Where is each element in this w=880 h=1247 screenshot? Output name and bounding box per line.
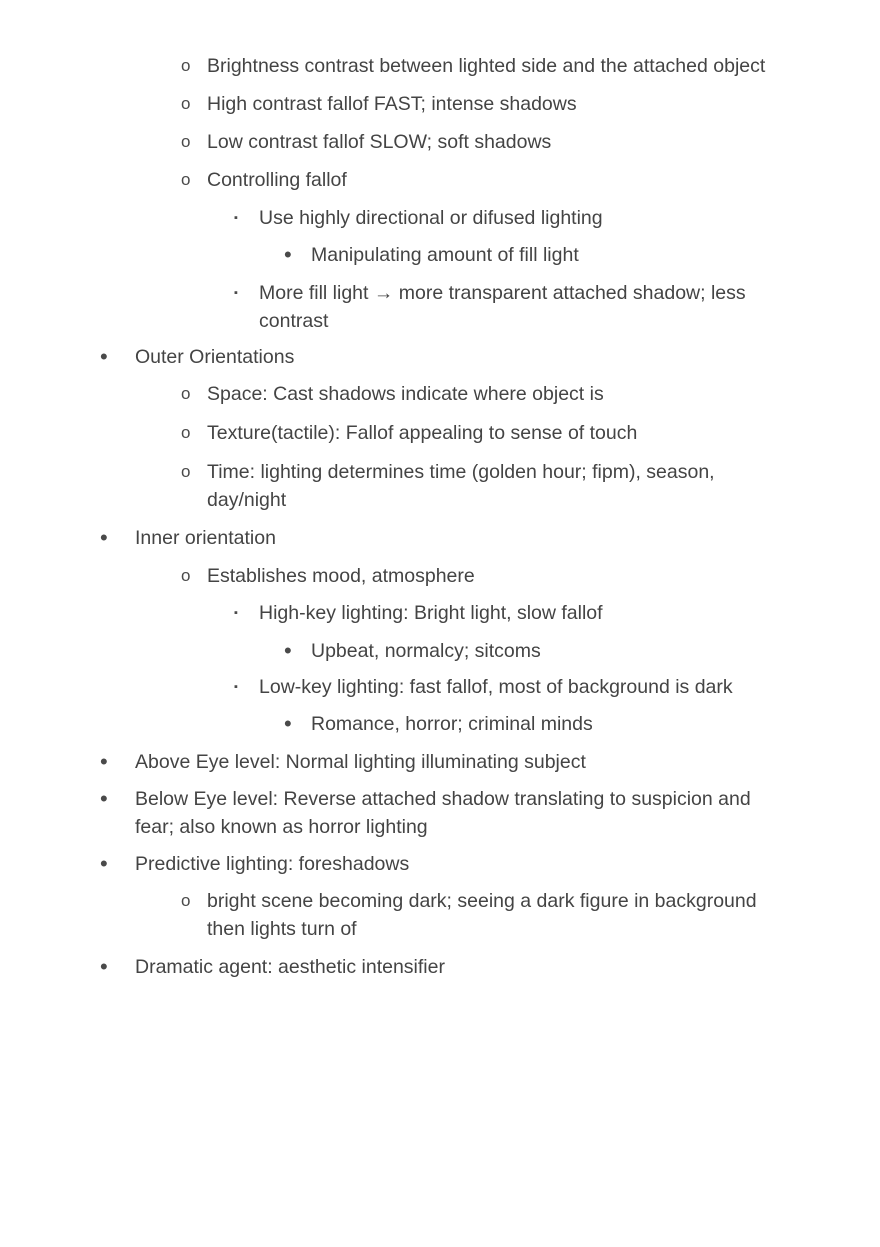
list-item-text: Below Eye level: Reverse attached shadow translating to suspicion and fear; also known as horror lighting (135, 788, 751, 838)
list-item-text: Establishes mood, atmosphere (207, 565, 475, 587)
hollow-bullet-icon: o (181, 56, 191, 75)
list-item-text: bright scene becoming dark; seeing a dark figure in background then lights turn of (207, 890, 757, 940)
filled-bullet-icon: • (100, 525, 108, 550)
list-item-text: Texture(tactile): Fallof appealing to sense of touch (207, 422, 638, 444)
list-item-text: Romance, horror; criminal minds (311, 713, 593, 735)
hollow-bullet-icon: o (181, 423, 191, 442)
list-item-text: High-key lighting: Bright light, slow fallof (259, 602, 603, 624)
list-item-text: Low contrast fallof SLOW; soft shadows (207, 131, 552, 153)
filled-bullet-icon: • (284, 242, 292, 267)
hollow-bullet-icon: o (181, 384, 191, 403)
list-item-text: Low-key lighting: fast fallof, most of background is dark (259, 676, 733, 698)
list-item-text: Controlling fallof (207, 169, 347, 191)
filled-bullet-icon: • (100, 344, 108, 369)
list-item-text: Space: Cast shadows indicate where object is (207, 383, 604, 405)
list-item-text: Brightness contrast between lighted side and the attached object (207, 55, 766, 77)
list-item-text: Manipulating amount of fill light (311, 244, 579, 266)
hollow-bullet-icon: o (181, 891, 191, 910)
hollow-bullet-icon: o (181, 170, 191, 189)
filled-bullet-icon: • (100, 954, 108, 979)
filled-bullet-icon: • (284, 638, 292, 663)
square-bullet-icon: ▪ (234, 212, 238, 224)
list-item-text: Upbeat, normalcy; sitcoms (311, 640, 541, 662)
list-item-text: Inner orientation (135, 527, 276, 549)
list-item-text: Predictive lighting: foreshadows (135, 853, 410, 875)
list-item-text: More fill light → more transparent attached shadow; less contrast (259, 282, 746, 332)
hollow-bullet-icon: o (181, 462, 191, 481)
list-item-text: High contrast fallof FAST; intense shadows (207, 93, 577, 115)
hollow-bullet-icon: o (181, 94, 191, 113)
square-bullet-icon: ▪ (234, 287, 238, 299)
list-item-text: Outer Orientations (135, 346, 295, 368)
hollow-bullet-icon: o (181, 132, 191, 151)
filled-bullet-icon: • (100, 851, 108, 876)
filled-bullet-icon: • (100, 786, 108, 811)
list-item-text: Above Eye level: Normal lighting illuminating subject (135, 751, 586, 773)
square-bullet-icon: ▪ (234, 681, 238, 693)
list-item-text: Use highly directional or difused lighting (259, 207, 603, 229)
list-item-text: Time: lighting determines time (golden hour; fipm), season, day/night (207, 461, 715, 511)
hollow-bullet-icon: o (181, 566, 191, 585)
filled-bullet-icon: • (100, 749, 108, 774)
square-bullet-icon: ▪ (234, 607, 238, 619)
filled-bullet-icon: • (284, 711, 292, 736)
list-item-text: Dramatic agent: aesthetic intensifier (135, 956, 445, 978)
